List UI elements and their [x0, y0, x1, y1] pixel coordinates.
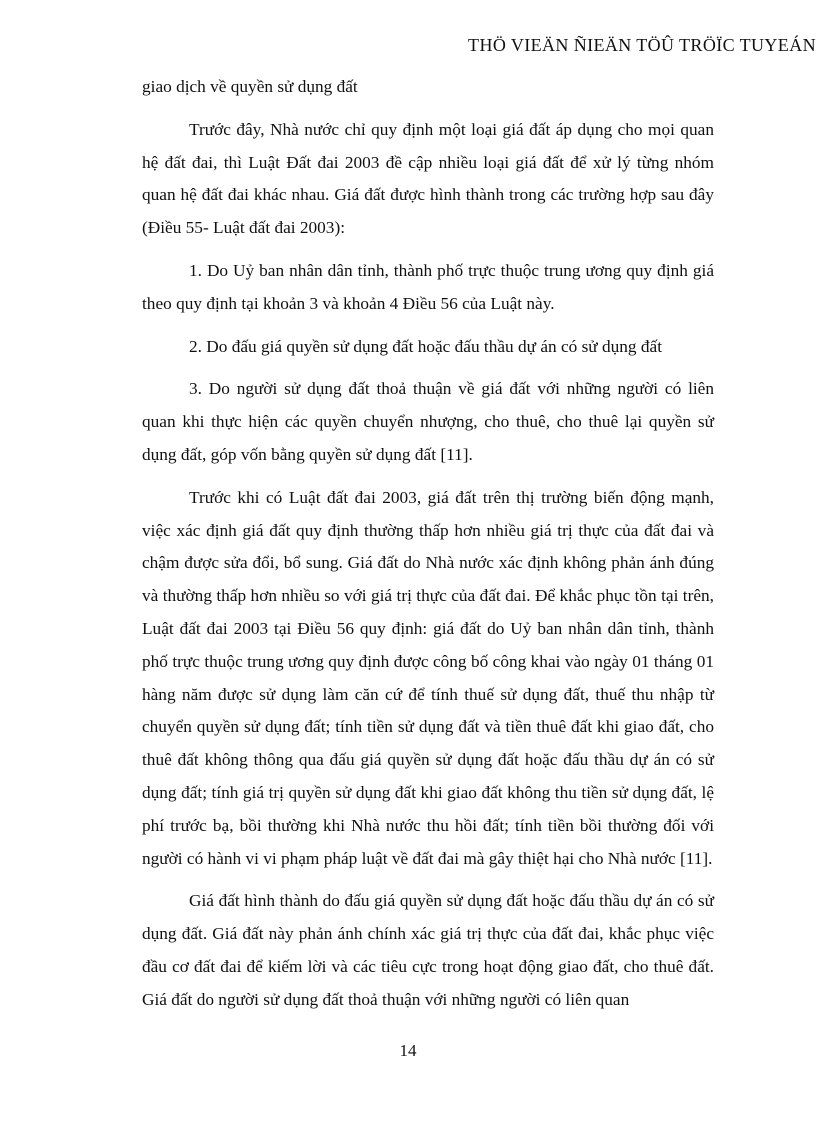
list-item-2: 2. Do đấu giá quyền sử dụng đất hoặc đấu thầu dự án có sử dụng đất: [189, 336, 662, 356]
paragraph-continuation: giao dịch về quyền sử dụng đất: [142, 77, 358, 96]
page-number: 14: [399, 1041, 417, 1060]
paragraph-before-2003: Trước khi có Luật đất đai 2003, giá đất trên thị trường biến động mạnh, việc xác định giá đất quy định thường thấp hơn nhiều giá trị thực của đất đai và chậm được sửa đổi, bổ sung. Giá đất do Nhà nước xác định không phản ánh đúng và thường thấp hơn nhiều so với giá trị thực của đất đai. Để khắc phục tồn tại trên, Luật đất đai 2003 tại Điều 56 quy định: giá đất do Uỷ ban nhân dân tỉnh, thành phố trực thuộc trung ương quy định được công bố công khai vào ngày 01 tháng 01 hàng năm được sử dụng làm căn cứ để tính thuế sử dụng đất, thuế thu nhập từ chuyển quyền sử dụng đất; tính tiền sử dụng đất và tiền thuê đất khi giao đất, cho thuê đất không thông qua đấu giá quyền sử dụng đất hoặc đấu thầu dự án có sử dụng đất; tính giá trị quyền sử dụng đất khi giao đất không thu tiền sử dụng đất, lệ phí trước bạ, bồi thường khi Nhà nước thu hồi đất; tính tiền bồi thường đối với người có hành vi vi phạm pháp luật về đất đai mà gây thiệt hại cho Nhà nước [11].: [142, 487, 714, 868]
list-item-1: 1. Do Uỷ ban nhân dân tỉnh, thành phố trực thuộc trung ương quy định giá theo quy định tại khoản 3 và khoản 4 Điều 56 của Luật này.: [142, 260, 714, 313]
list-item-3: 3. Do người sử dụng đất thoả thuận về giá đất với những người có liên quan khi thực hiện các quyền chuyển nhượng, cho thuê, cho thuê lại quyền sử dụng đất, góp vốn bằng quyền sử dụng đất [11].: [142, 379, 714, 464]
document-body: [142, 71, 714, 1017]
page-header: THÖ VIEÄN ÑIEÄN TÖÛ TRÖÏC TUYEÁN: [468, 35, 816, 55]
paragraph-auction-price: Giá đất hình thành do đấu giá quyền sử dụng đất hoặc đấu thầu dự án có sử dụng đất. Giá đất này phản ánh chính xác giá trị thực của đất đai, khắc phục việc đầu cơ đất đai để kiếm lời và các tiêu cực trong hoạt động giao đất, cho thuê đất. Giá đất do người sử dụng đất thoả thuận với những người có liên quan: [142, 891, 714, 1009]
paragraph-price-types-intro: Trước đây, Nhà nước chỉ quy định một loại giá đất áp dụng cho mọi quan hệ đất đai, thì Luật Đất đai 2003 đề cập nhiều loại giá đất để xử lý từng nhóm quan hệ đất đai khác nhau. Giá đất được hình thành trong các trường hợp sau đây (Điều 55- Luật đất đai 2003):: [142, 119, 714, 238]
